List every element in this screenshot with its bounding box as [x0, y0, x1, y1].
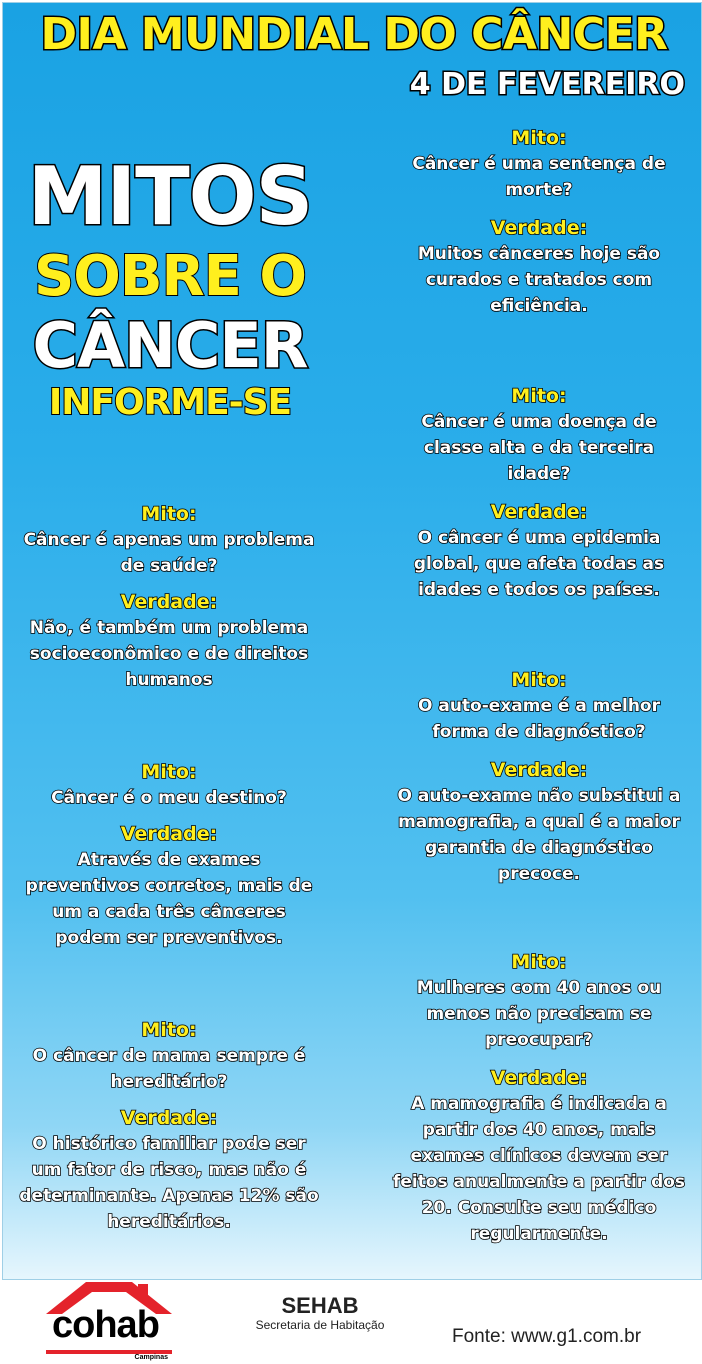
headline-mitos: MITOS [27, 150, 313, 243]
myth-label: Mito: [511, 669, 567, 691]
myth-text: Câncer é uma doença de classe alta e da terceira idade? [421, 412, 657, 484]
infographic-poster [2, 2, 702, 1280]
cohab-logo-subtitle: Campinas [134, 1354, 168, 1361]
myth-text: Câncer é o meu destino? [51, 788, 287, 808]
truth-text: Muitos cânceres hoje são curados e tratados com eficiência. [417, 244, 661, 316]
myth-block-right-4 [391, 949, 687, 1247]
myth-block-right-3 [391, 667, 687, 887]
myth-label: Mito: [511, 127, 567, 149]
truth-label: Verdade: [490, 1067, 588, 1089]
myth-text: Câncer é apenas um problema de saúde? [23, 530, 315, 576]
date-subtitle: 4 DE FEVEREIRO [409, 67, 685, 102]
truth-text: A mamografia é indicada a partir dos 40 anos, mais exames clínicos devem ser feitos anualmente a partir dos 20. Consulte seu médico regularmente. [392, 1094, 686, 1244]
truth-text: O câncer é uma epidemia global, que afeta todas as idades e todos os países. [413, 528, 665, 600]
sehab-title: SEHAB [281, 1293, 359, 1318]
page-title: DIA MUNDIAL DO CÂNCER [40, 9, 668, 60]
myth-block-right-1 [391, 125, 687, 319]
sehab-subtitle: Secretaria de Habitação [255, 1318, 385, 1332]
source-credit: Fonte: www.g1.com.br [452, 1326, 642, 1347]
myth-block-right-2 [391, 383, 687, 603]
truth-text: O histórico familiar pode ser um fator de risco, mas não é determinante. Apenas 12% são hereditários. [19, 1134, 319, 1232]
myth-label: Mito: [141, 1019, 197, 1041]
truth-label: Verdade: [120, 1107, 218, 1129]
headline-informe-se: INFORME-SE [48, 382, 292, 423]
myth-label: Mito: [141, 761, 197, 783]
truth-label: Verdade: [490, 501, 588, 523]
myth-block-left-2 [19, 759, 319, 951]
cohab-logo-text: cohab [52, 1304, 159, 1346]
truth-text: Através de exames preventivos corretos, mais de um a cada três cânceres podem ser preventivos. [25, 850, 313, 948]
headline-cancer: CÂNCER [32, 309, 308, 382]
myth-text: O câncer de mama sempre é hereditário? [32, 1046, 306, 1092]
headline-sobre-o: SOBRE O [33, 244, 307, 309]
truth-label: Verdade: [120, 823, 218, 845]
truth-label: Verdade: [490, 217, 588, 239]
cohab-logo [46, 1280, 172, 1362]
myth-text: Câncer é uma sentença de morte? [412, 154, 666, 200]
myth-text: Mulheres com 40 anos ou menos não precisam se preocupar? [416, 978, 662, 1050]
myth-block-left-3 [19, 1017, 319, 1235]
truth-text: Não, é também um problema socioeconômico e de direitos humanos [29, 618, 309, 690]
myth-block-left-1 [19, 501, 319, 693]
truth-text: O auto-exame não substitui a mamografia, a qual é a maior garantia de diagnóstico precoce. [397, 786, 681, 884]
myth-label: Mito: [141, 503, 197, 525]
myth-label: Mito: [511, 385, 567, 407]
footer [0, 1280, 702, 1364]
myth-label: Mito: [511, 951, 567, 973]
truth-label: Verdade: [120, 591, 218, 613]
sehab-logo [250, 1294, 390, 1332]
myth-text: O auto-exame é a melhor forma de diagnóstico? [417, 696, 660, 742]
truth-label: Verdade: [490, 759, 588, 781]
